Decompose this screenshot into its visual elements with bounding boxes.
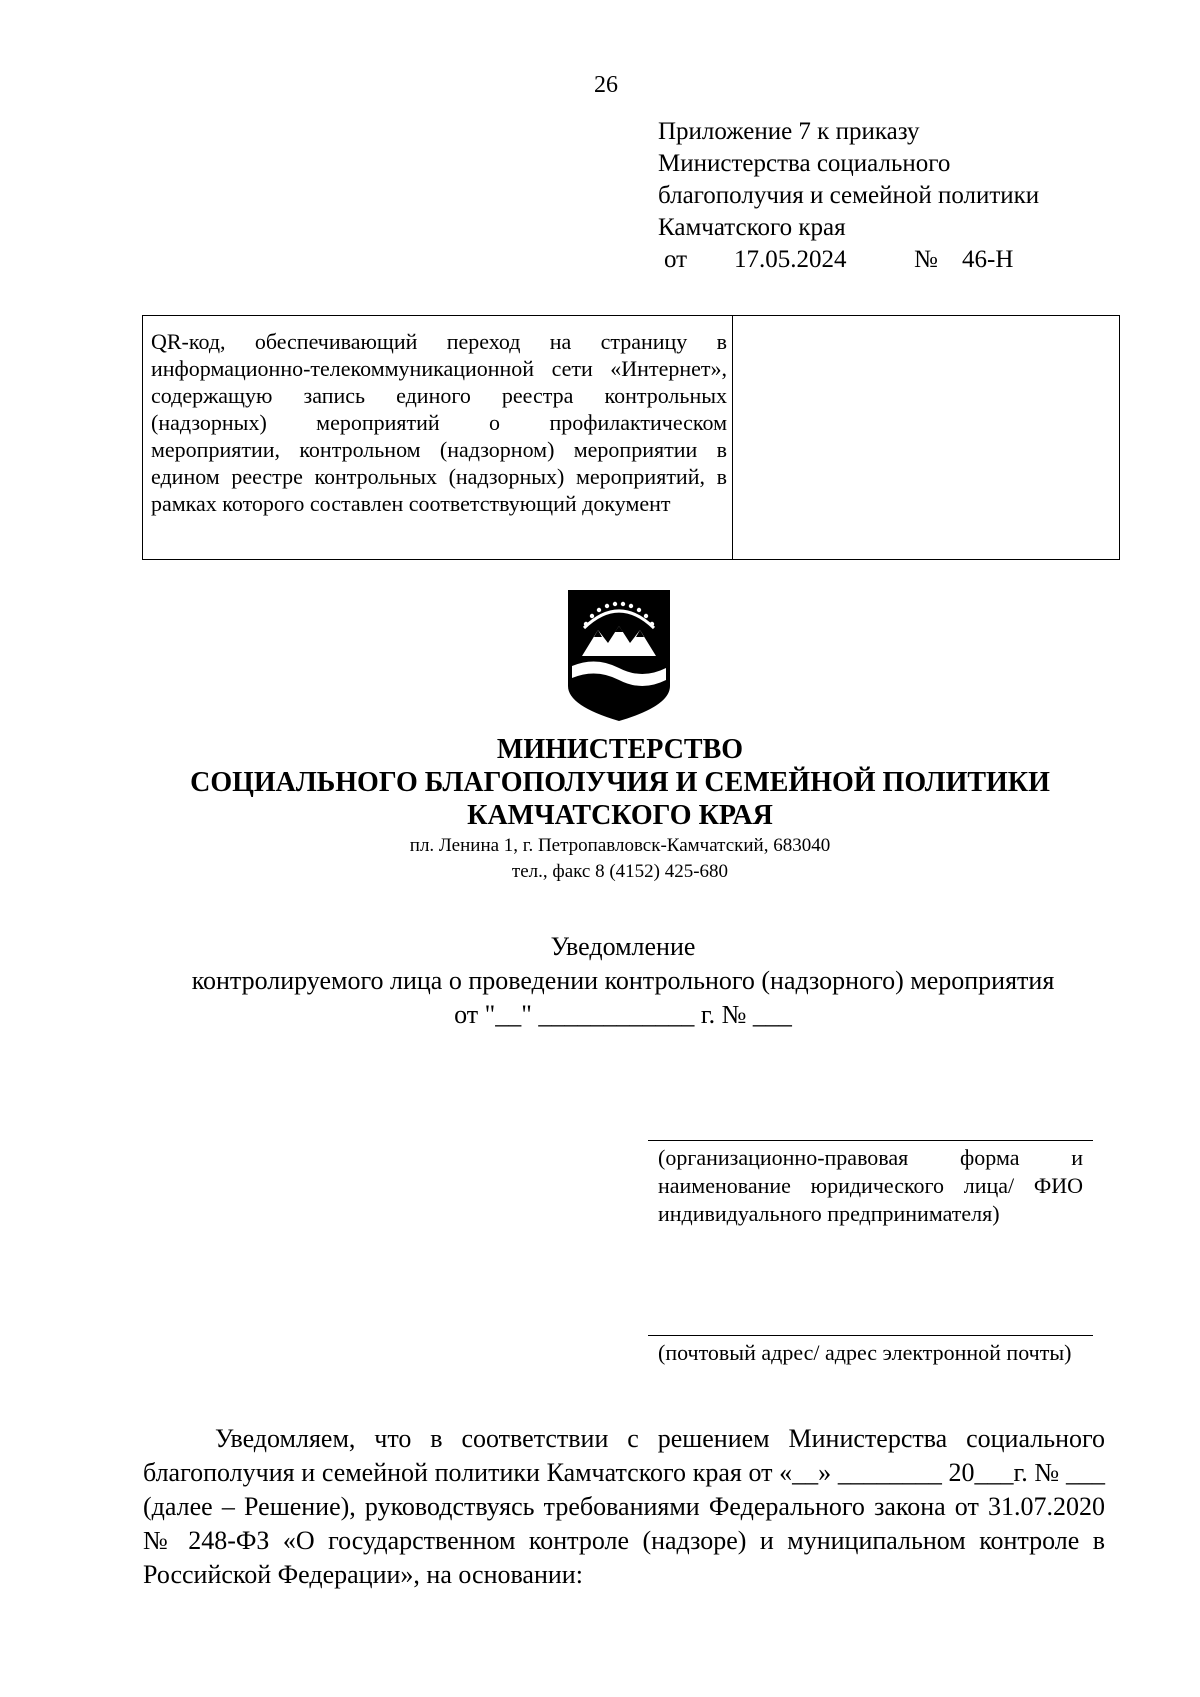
appendix-line-2: Министерства социального [658,150,951,177]
page-number: 26 [594,72,618,98]
notice-title: Уведомление [550,932,696,961]
appendix-number-sign: № [914,246,938,273]
ministry-phone: тел., факс 8 (4152) 425-680 [511,861,729,882]
recipient-address-line [648,1335,1093,1336]
appendix-date-row [658,244,1039,276]
appendix-line-4: Камчатского края [658,214,846,241]
kamchatka-emblem-icon [566,588,672,723]
recipient-org-line [648,1140,1093,1141]
recipient-org-caption: (организационно-правовая форма и наименование юридического лица/ ФИО индивидуального предпринимателя) [658,1145,1083,1226]
ministry-address: пл. Ленина 1, г. Петропавловск-Камчатский, 683040 [409,835,831,856]
recipient-address-caption: (почтовый адрес/ адрес электронной почты) [658,1340,1072,1365]
appendix-line-3: благополучия и семейной политики [658,182,1040,209]
notice-date-line: от "__" ____________ г. № ___ [454,1000,792,1029]
appendix-date: 17.05.2024 [734,246,847,273]
ministry-header [0,733,1200,832]
appendix-number: 46-Н [962,246,1014,273]
qr-code-table [142,315,1120,560]
appendix-line-1: Приложение 7 к приказу [658,118,920,145]
body-paragraph: Уведомляем, что в соответствии с решением Министерства социального благополучия и семейной политики Камчатского края от «__» ________ 20___г. № ___ (далее – Решение), руководствуясь требованиями Федерального закона от 31.07.2020 № 248-ФЗ «О государственном контроле (надзоре) и муниципальном контроле в Российской Федерации», на основании: [143,1424,1105,1589]
ministry-line-1: МИНИСТЕРСТВО [496,734,744,765]
notice-heading [0,930,1200,1032]
appendix-date-prefix: от [664,246,688,273]
qr-code-label: QR-код, обеспечивающий переход на страницу в информационно-телекоммуникационной сети «Интернет», содержащую запись единого реестра контрольных (надзорных) мероприятий о профилактическом мероприятии, контрольном (надзорном) мероприятии в едином реестре контрольных (надзорных) мероприятий, в рамках которого составлен соответствующий документ [143,316,733,559]
qr-code-placeholder [733,316,1119,559]
ministry-line-3: КАМЧАТСКОГО КРАЯ [467,800,773,831]
notice-subtitle: контролируемого лица о проведении контрольного (надзорного) мероприятия [191,966,1055,995]
ministry-contacts [0,833,1200,885]
ministry-line-2: СОЦИАЛЬНОГО БЛАГОПОЛУЧИЯ И СЕМЕЙНОЙ ПОЛИТИКИ [190,767,1050,798]
appendix-header [658,116,1039,276]
